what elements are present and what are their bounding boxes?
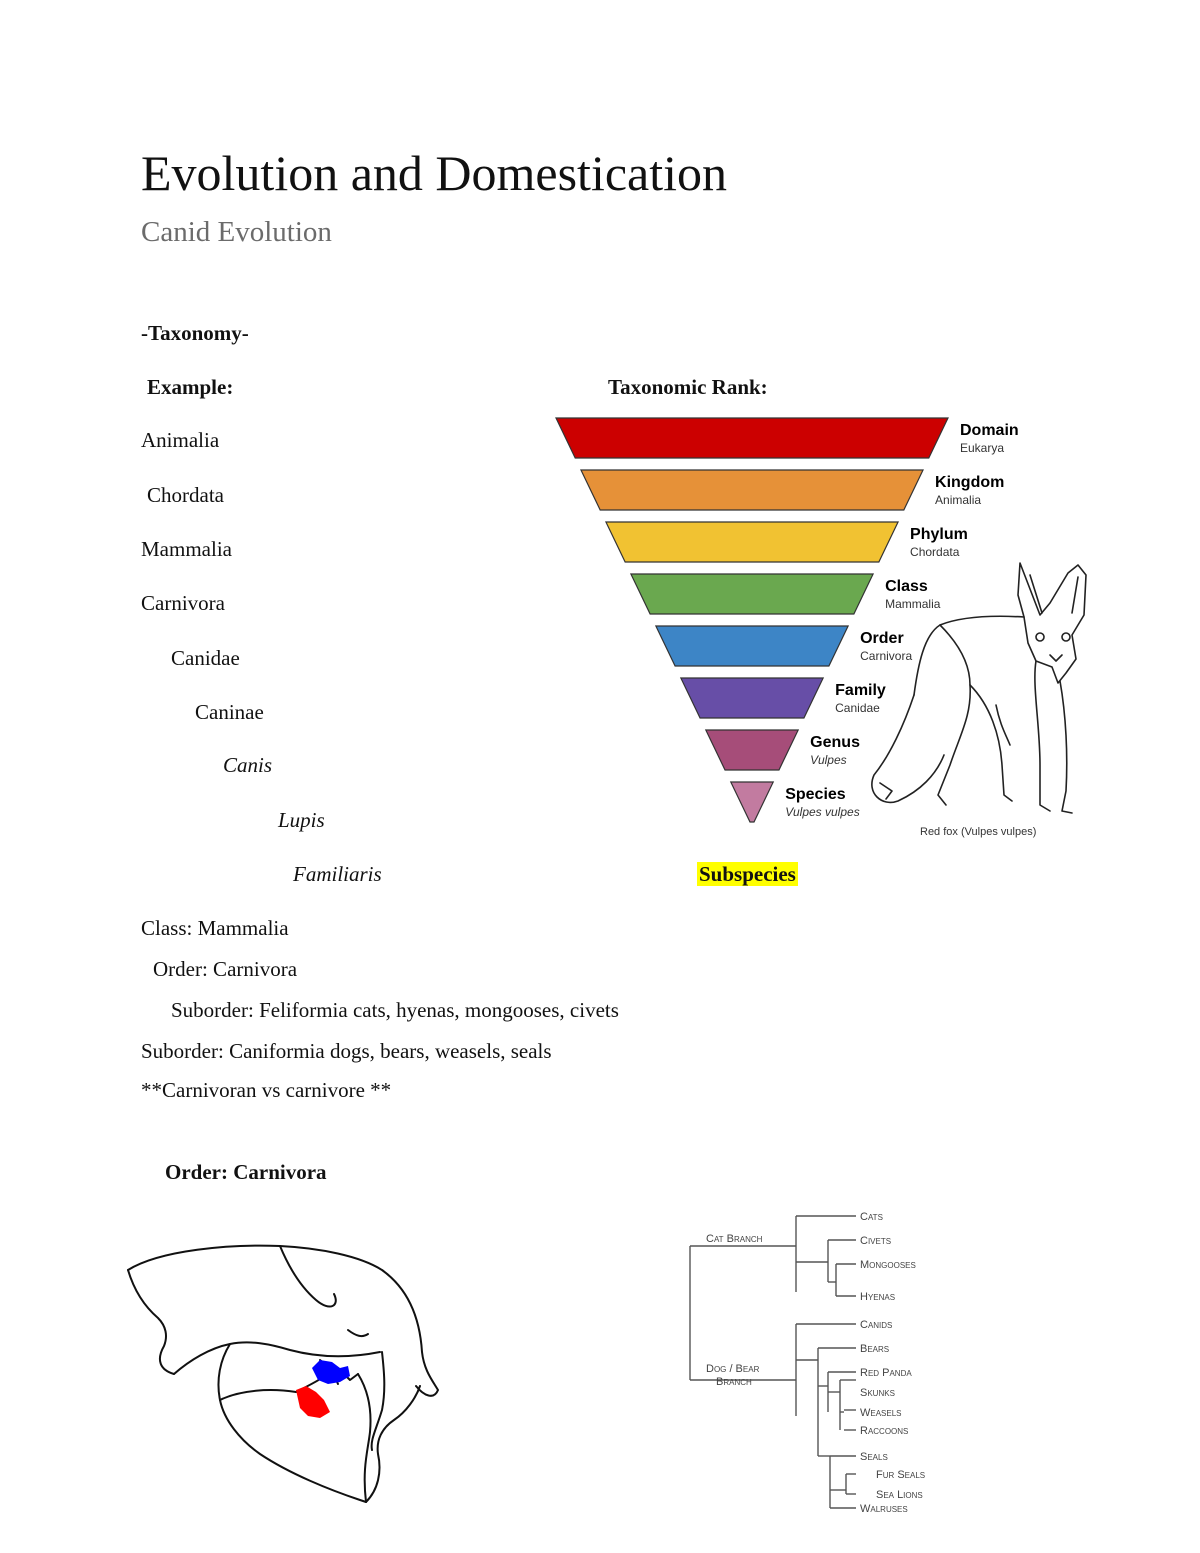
tree-leaf: Raccoons — [860, 1425, 909, 1437]
order-line: Order: Carnivora — [153, 957, 298, 981]
suborder-feliformia: Suborder: Feliformia cats, hyenas, mongooses, civets — [171, 998, 619, 1022]
tree-leaf: Sea Lions — [876, 1489, 923, 1501]
tree-dog-branch-2: Branch — [716, 1376, 752, 1388]
pyramid-band-class — [631, 574, 873, 614]
tree-leaf: Weasels — [860, 1407, 902, 1419]
example-subspecies: Familiaris — [293, 862, 382, 886]
tree-cat-branch: Cat Branch — [706, 1233, 763, 1245]
carnivoran-note: **Carnivoran vs carnivore ** — [141, 1078, 392, 1102]
pyramid-rank-example: Carnivora — [860, 649, 913, 663]
example-heading: Example: — [147, 375, 234, 399]
tree-leaf: Seals — [860, 1451, 888, 1463]
pyramid-rank-example: Eukarya — [960, 441, 1005, 455]
tree-leaf: Cats — [860, 1211, 883, 1223]
page-title: Evolution and Domestication — [141, 145, 728, 201]
tree-leaf: Bears — [860, 1343, 890, 1355]
page-subtitle: Canid Evolution — [141, 216, 332, 248]
pyramid-rank-label: Class — [885, 578, 928, 595]
pyramid-band-order — [656, 626, 848, 666]
pyramid-rank-label: Order — [860, 630, 904, 647]
tree-leaf: Fur Seals — [876, 1469, 926, 1481]
pyramid-rank-label: Species — [785, 786, 846, 803]
pyramid-rank-example: Canidae — [835, 701, 880, 715]
pyramid-band-domain — [556, 418, 948, 458]
example-class: Mammalia — [141, 537, 232, 561]
tree-dog-branch-1: Dog / Bear — [706, 1363, 760, 1375]
pyramid-band-species — [731, 782, 773, 822]
example-kingdom: Animalia — [141, 428, 220, 452]
red-fox-illustration — [900, 555, 1100, 845]
tree-leaf: Civets — [860, 1235, 892, 1247]
pyramid-rank-label: Kingdom — [935, 474, 1005, 491]
rank-heading: Taxonomic Rank: — [608, 375, 768, 399]
pyramid-rank-example: Animalia — [935, 493, 982, 507]
pyramid-rank-label: Domain — [960, 422, 1019, 439]
example-species: Lupis — [278, 808, 325, 832]
skull-illustration — [120, 1240, 450, 1510]
carnassial-lower — [296, 1386, 330, 1418]
fox-caption: Red fox (Vulpes vulpes) — [920, 826, 1037, 838]
taxonomy-heading: -Taxonomy- — [141, 321, 249, 345]
pyramid-rank-label: Family — [835, 682, 886, 699]
pyramid-band-kingdom — [581, 470, 923, 510]
tree-leaf: Hyenas — [860, 1291, 896, 1303]
pyramid-rank-label: Genus — [810, 734, 860, 751]
tree-leaf: Walruses — [860, 1503, 908, 1515]
pyramid-rank-label: Phylum — [910, 526, 968, 543]
pyramid-band-phylum — [606, 522, 898, 562]
tree-leaf: Mongooses — [860, 1259, 916, 1271]
tree-leaf: Skunks — [860, 1387, 895, 1399]
example-family: Canidae — [171, 646, 240, 670]
carnivora-tree — [680, 1190, 960, 1530]
example-genus: Canis — [223, 753, 273, 777]
suborder-caniformia: Suborder: Caniformia dogs, bears, weasels, seals — [141, 1039, 552, 1063]
example-phylum: Chordata — [147, 483, 224, 507]
class-line: Class: Mammalia — [141, 916, 289, 940]
pyramid-rank-example: Vulpes — [810, 753, 847, 767]
subspecies-highlight: Subspecies — [699, 862, 796, 886]
pyramid-rank-example: Mammalia — [885, 597, 941, 611]
example-subfamily: Caninae — [195, 700, 264, 724]
tree-leaf: Red Panda — [860, 1367, 912, 1379]
order-heading: Order: Carnivora — [165, 1160, 327, 1184]
pyramid-rank-example: Vulpes vulpes — [785, 805, 860, 819]
pyramid-rank-example: Chordata — [910, 545, 960, 559]
pyramid-band-family — [681, 678, 823, 718]
example-order: Carnivora — [141, 591, 225, 615]
pyramid-band-genus — [706, 730, 798, 770]
tree-leaf: Canids — [860, 1319, 893, 1331]
